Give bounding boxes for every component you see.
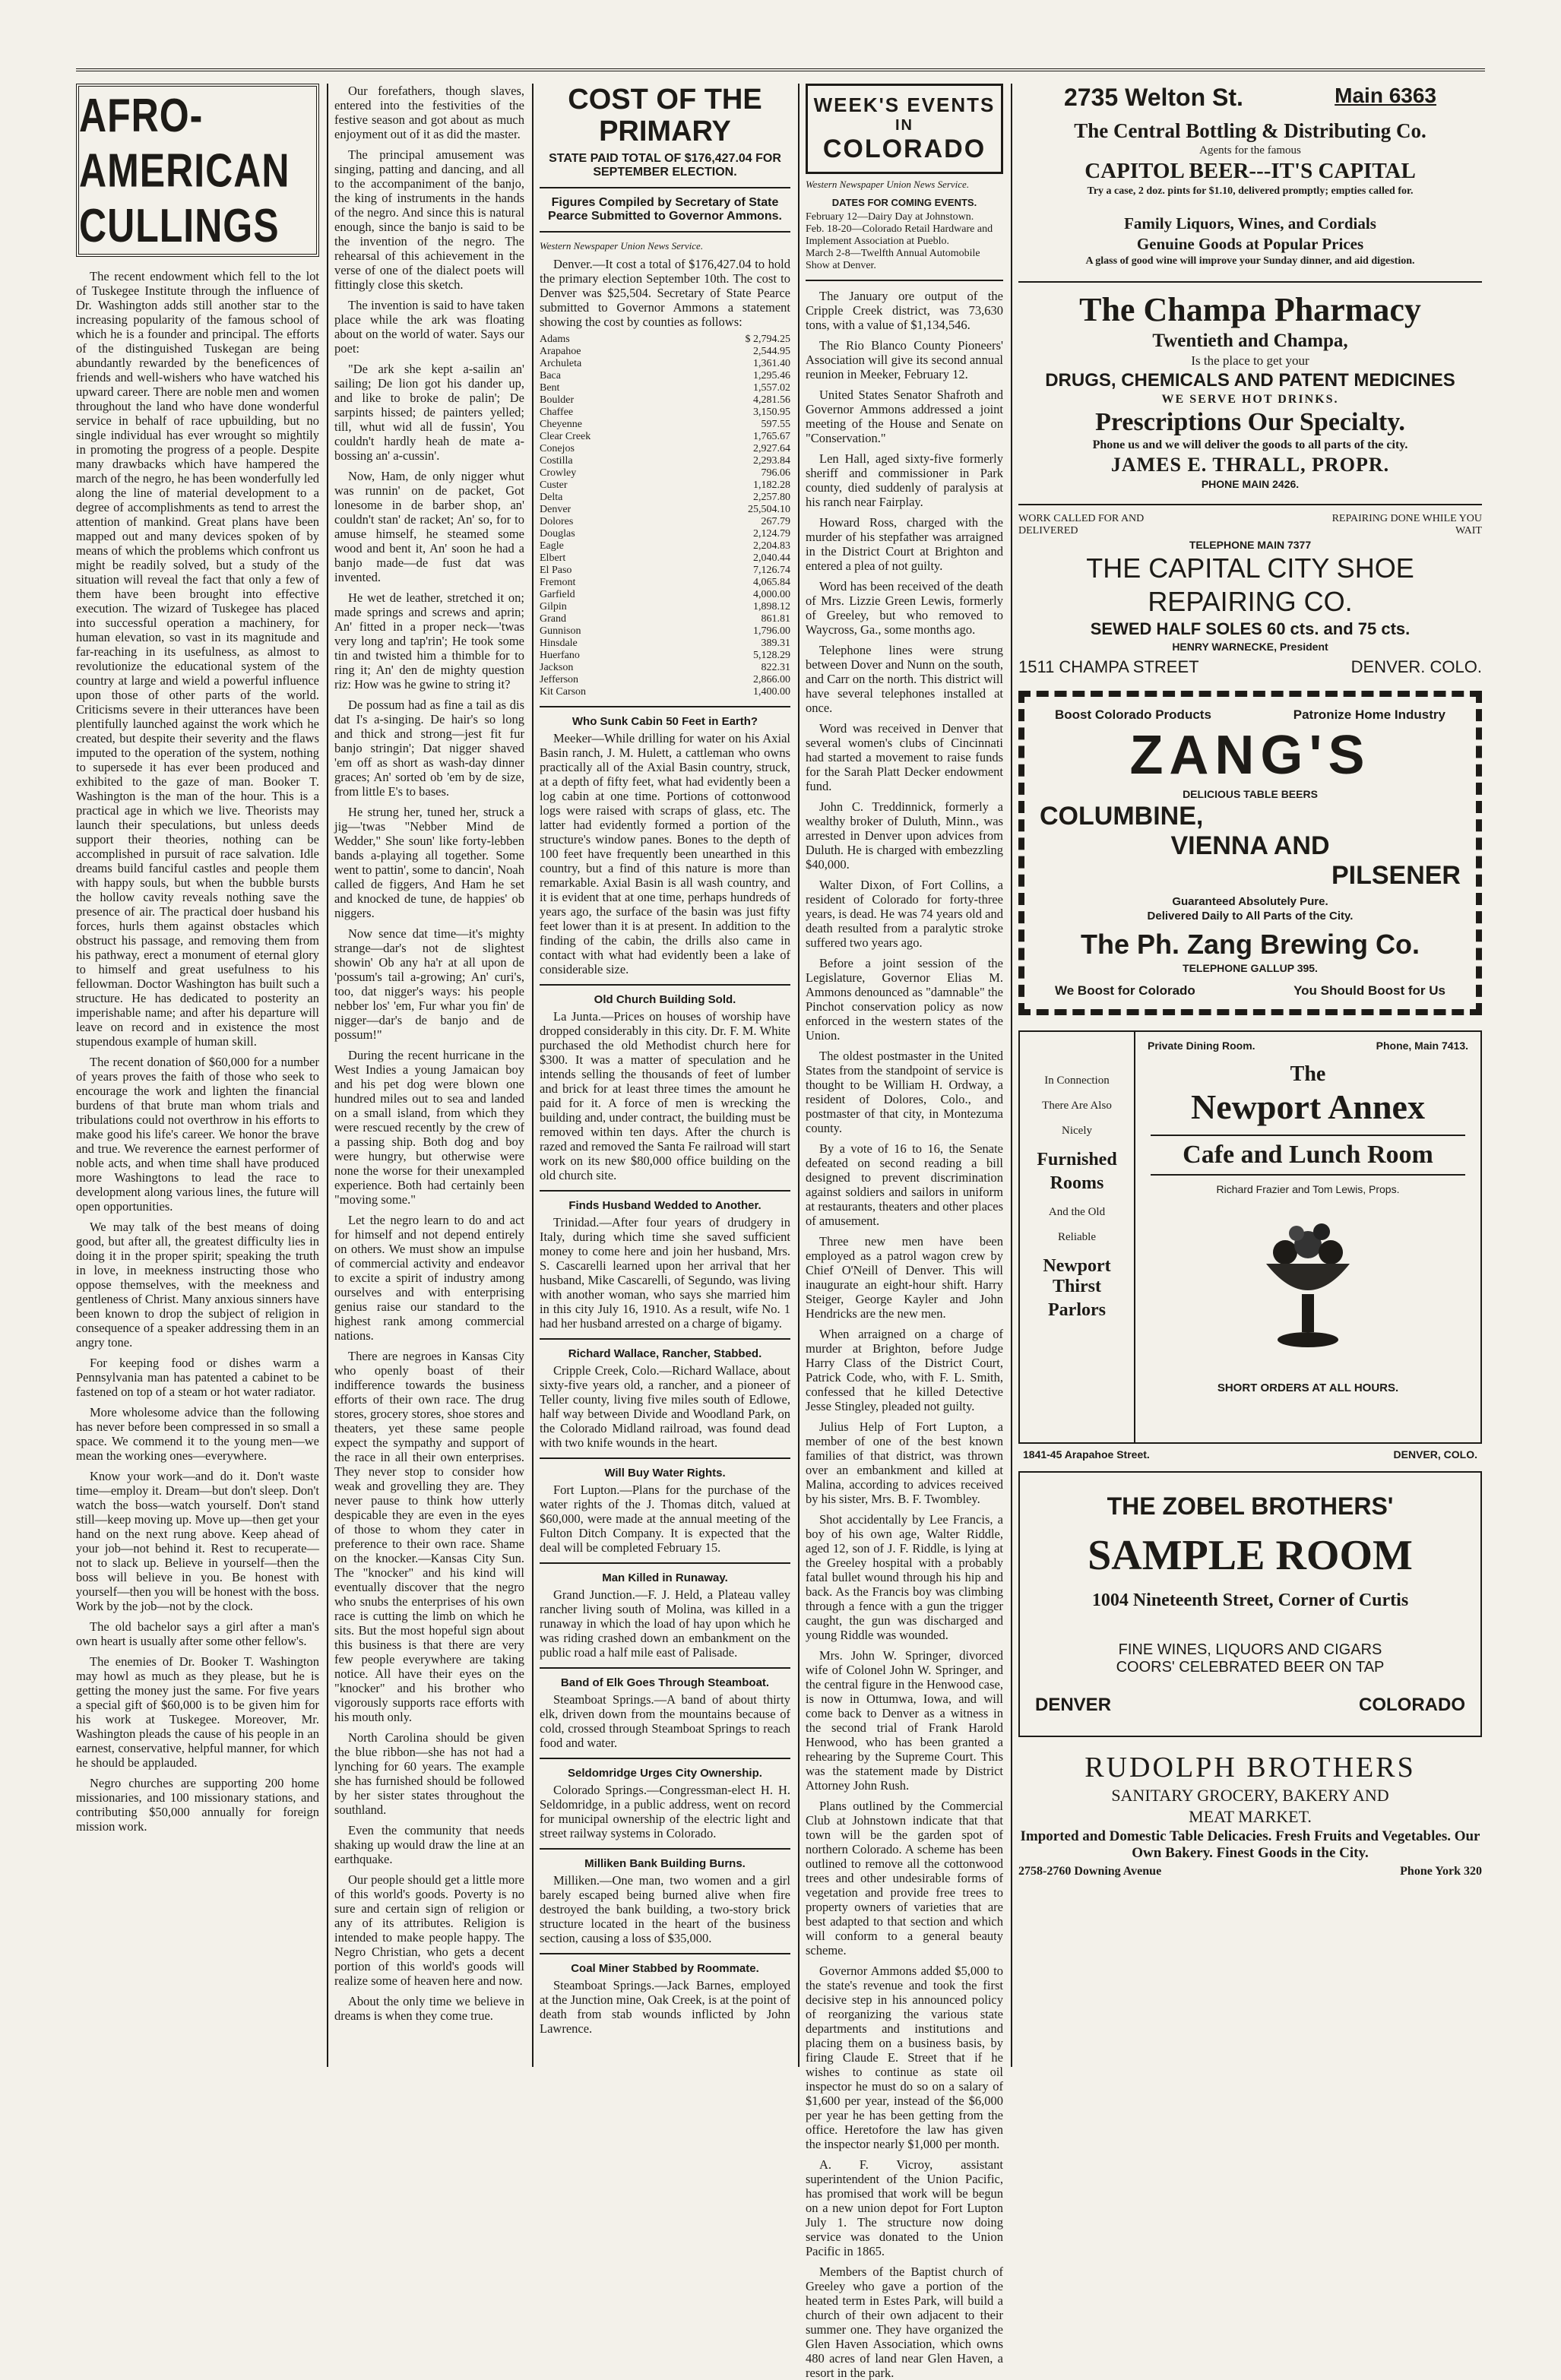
- section-rule: [540, 984, 790, 986]
- fruit-urn-icon: [1247, 1211, 1369, 1362]
- zang-boost-2: You Should Boost for Us: [1293, 983, 1445, 998]
- ad-rudolph-brothers: [1018, 1751, 1482, 1878]
- bottling-genuine: Genuine Goods at Popular Prices: [1136, 235, 1364, 253]
- story-headline: Richard Wallace, Rancher, Stabbed.: [568, 1347, 762, 1360]
- story-body: La Junta.—Prices on houses of worship have dropped considerably in this city. Dr. F. M. White purchased the old Methodist church here for $300. It was a matter of speculation and he intends selling the thousands of feet of lumber and brick for at least three times the amount he paid for it. A force of men is wrecking the building and, under contract, the building must be removed within ten days. After the church is razed and removed the Santa Fe railroad will start work on its new $80,000 office building on the old church site.: [540, 1009, 790, 1182]
- county-cost: 796.06: [761, 467, 790, 479]
- county-cost: 2,866.00: [753, 674, 790, 685]
- county-name: Jackson: [540, 662, 574, 673]
- county-row: [540, 479, 790, 492]
- event-paragraph: A. F. Vicroy, assistant superintendent of the Union Pacific, has promised that work will be begun on a new union depot for Fort Lupton July 1. The structure now doing service was donated to the Union Pacific in 1865.: [806, 2157, 1003, 2258]
- county-cost-table: [540, 334, 790, 698]
- county-cost: 861.81: [761, 613, 790, 625]
- annex-phone: Phone, Main 7413.: [1376, 1040, 1468, 1052]
- county-row: [540, 625, 790, 638]
- annex-left-line: Reliable: [1058, 1231, 1096, 1243]
- annex-main-panel: [1135, 1032, 1480, 1442]
- county-name: Eagle: [540, 540, 564, 552]
- ad-zobel-brothers: [1018, 1471, 1482, 1737]
- zobel-address: 1004 Nineteenth Street, Corner of Curtis: [1091, 1590, 1409, 1610]
- story-headline: Seldomridge Urges City Ownership.: [568, 1767, 762, 1780]
- county-name: Baca: [540, 370, 561, 381]
- bottling-agents: Agents for the famous: [1199, 144, 1301, 157]
- story-body: Steamboat Springs.—Jack Barnes, employed at the Junction mine, Oak Creek, is at the point of death from stab wounds inflicted by John Lawrence.: [540, 1978, 790, 2036]
- county-row: [540, 565, 790, 577]
- banjo-paragraph: During the recent hurricane in the West Indies a young Jamaican boy and his pet dog were blown one hundred miles out to sea and landed on a small island, from which they were rescued recently by the crew of a passing ship. Both dog and boy were hungry, but otherwise were none the worse for their unexampled experience. Both had certainly been "moving some.": [334, 1048, 524, 1207]
- event-paragraph: The Rio Blanco County Pioneers' Association will give its second annual reunion in Meeker, February 12.: [806, 338, 1003, 381]
- bottling-name: The Central Bottling & Distributing Co.: [1074, 119, 1426, 142]
- column-divider: [1011, 84, 1012, 2067]
- zobel-wines: FINE WINES, LIQUORS AND CIGARS: [1118, 1641, 1382, 1658]
- rudolph-name: RUDOLPH BROTHERS: [1084, 1752, 1416, 1783]
- annex-cafe: Cafe and Lunch Room: [1151, 1135, 1465, 1176]
- shoe-city: DENVER. COLO.: [1350, 657, 1482, 676]
- banjo-paragraph: Let the negro learn to do and act for himself and not depend entirely on others. We must show an impulse of commercial activity and endeavor to excite a spirit of industry among ourselves and with enterprising genius raise our standard to the highest rank among commercial nations.: [334, 1213, 524, 1343]
- cullings-heading-box: [76, 84, 319, 257]
- county-name: Jefferson: [540, 674, 579, 685]
- cullings-paragraph: For keeping food or dishes warm a Pennsylvania man has patented a cabinet to be fastened on top of a steam or hot water radiator.: [76, 1356, 319, 1399]
- county-cost: 1,182.28: [753, 479, 790, 491]
- event-paragraph: Howard Ross, charged with the murder of his stepfather was arraigned in the District Court at Brighton and entered a plea of not guilty.: [806, 515, 1003, 573]
- zang-telephone: TELEPHONE GALLUP 395.: [1183, 962, 1318, 974]
- county-cost: 1,400.00: [753, 686, 790, 698]
- pharmacy-phone: PHONE MAIN 2426.: [1201, 478, 1300, 490]
- banjo-paragraph: De possum had as fine a tail as dis dat I's a-singing. De hair's so long and thick and strong—jest fit fur banjo stringin'; Dat nigger shaved 'em off as short as wash-day dinner graces; An' sorted ob 'em by de size, from little E's to bases.: [334, 698, 524, 799]
- event-paragraph: Governor Ammons added $5,000 to the state's revenue and took the first decisive step in his announced policy of reorganizing the various state departments and institutions and placing them on a business basis, by firing Claude E. Street that if he wishes to continue as state oil inspector he must do so on a salary of $1,600 per year, instead of the $6,000 per year he has been getting from the office. Heretofore the law has given the inspector nearly $1,000 per month.: [806, 1964, 1003, 2151]
- story-headline: Milliken Bank Building Burns.: [584, 1857, 746, 1870]
- weeks-events-line3: COLORADO: [822, 135, 986, 163]
- cullings-heading: AFRO-AMERICAN CULLINGS: [79, 88, 290, 252]
- annex-props: Richard Frazier and Tom Lewis, Props.: [1216, 1183, 1400, 1195]
- cullings-paragraph: More wholesome advice than the following has never before been compressed in so small a space. We commend it to the young men—we mean the working ones—everywhere.: [76, 1405, 319, 1463]
- column-banjo-story: [334, 84, 524, 2067]
- county-row: [540, 346, 790, 358]
- section-rule: [540, 1848, 790, 1850]
- bottling-beer: CAPITOL BEER---IT'S CAPITAL: [1084, 159, 1416, 183]
- banjo-paragraphs: [334, 84, 524, 2023]
- annex-street: 1841-45 Arapahoe Street.: [1023, 1448, 1150, 1461]
- column-divider: [327, 84, 328, 2067]
- story-headline: Old Church Building Sold.: [594, 993, 736, 1006]
- event-paragraph: Mrs. John W. Springer, divorced wife of Colonel John W. Springer, and the central figure in the Henwood case, is now in Ottumwa, Iowa, and will come back to Denver as a witness in the second trial of Frank Harold Henwood, who has been granted a rehearing by the Supreme Court. This was the statement made by District Attorney John Rush.: [806, 1648, 1003, 1793]
- event-paragraph: Members of the Baptist church of Greeley who gave a portion of the heated term in Estes Park, will build a church of their own adjacent to their summer one. They have organized the Glen Haven Association, which owns 480 acres of land near Glen Haven, a resort in the park.: [806, 2264, 1003, 2380]
- event-paragraph: John C. Treddinnick, formerly a wealthy broker of Duluth, Minn., was arrested in Denver upon advices from Duluth. He is charged with embezzling $40,000.: [806, 799, 1003, 872]
- primary-heading: COST OF THE PRIMARY: [568, 84, 762, 147]
- story-body: Cripple Creek, Colo.—Richard Wallace, about sixty-five years old, a rancher, and a pioneer of Teller county, living five miles south of Edlowe, half way between Divide and Woodland Park, on the Colorado Midland railroad, was found dead with two knife wounds in the heart.: [540, 1363, 790, 1450]
- story-headline: Man Killed in Runaway.: [602, 1571, 728, 1584]
- county-cost: 1,557.02: [753, 382, 790, 394]
- county-cost: 1,295.46: [753, 370, 790, 381]
- county-name: Cheyenne: [540, 419, 582, 430]
- annex-left-line: Nicely: [1062, 1125, 1092, 1137]
- event-paragraph: By a vote of 16 to 16, the Senate defeated on second reading a bill designed to prevent discrimination against soldiers and sailors in uniform at restaurants, theaters and other places of amusement.: [806, 1141, 1003, 1228]
- top-rule: [76, 68, 1485, 71]
- annex-dining: Private Dining Room.: [1148, 1040, 1255, 1052]
- column-divider: [798, 84, 799, 2067]
- dates-list: [806, 211, 1003, 272]
- section-rule: [806, 280, 1003, 281]
- county-row: [540, 589, 790, 601]
- section-rule: [540, 1953, 790, 1954]
- annex-orders: SHORT ORDERS AT ALL HOURS.: [1217, 1381, 1399, 1394]
- shoe-street: 1511 CHAMPA STREET: [1018, 657, 1199, 676]
- county-name: Dolores: [540, 516, 574, 527]
- shoe-right-note: REPAIRING DONE WHILE YOU WAIT: [1331, 513, 1482, 536]
- event-paragraph: Shot accidentally by Lee Francis, a boy of his own age, Walter Riddle, aged 12, son of J. F. Riddle, is lying at the Greeley hospital with a probably fatal bullet wound through his hip and back. As the Francis boy was climbing through a fence with a gun the trigger caught, the gun was discharged and young Riddle was wounded.: [806, 1512, 1003, 1642]
- banjo-paragraph: Even the community that needs shaking up would draw the line at an earthquake.: [334, 1823, 524, 1866]
- story-headline: Band of Elk Goes Through Steamboat.: [560, 1676, 770, 1689]
- event-paragraph: Word was received in Denver that several women's clubs of Cincinnati had started a movement to raise funds for the Sarah Platt Decker endowment fund.: [806, 721, 1003, 793]
- event-paragraph: Word has been received of the death of Mrs. Lizzie Green Lewis, formerly of Greeley, but who removed to Waycross, Ga., some months ago.: [806, 579, 1003, 637]
- bottling-offer: Try a case, 2 doz. pints for $1.10, delivered promptly; empties called for.: [1087, 185, 1414, 197]
- section-rule: [540, 1758, 790, 1759]
- county-name: Kit Carson: [540, 686, 587, 698]
- county-name: Grand: [540, 613, 566, 625]
- county-row: [540, 613, 790, 625]
- section-rule: [540, 187, 790, 188]
- county-name: Elbert: [540, 552, 566, 564]
- annex-left-line: Parlors: [1048, 1300, 1106, 1320]
- county-name: Delta: [540, 492, 563, 503]
- county-name: Adams: [540, 334, 570, 345]
- county-row: [540, 528, 790, 540]
- section-rule: [540, 231, 790, 233]
- shoe-name-1: THE CAPITAL CITY SHOE: [1086, 552, 1414, 584]
- zang-boost-1: We Boost for Colorado: [1055, 983, 1195, 998]
- county-cost: 2,544.95: [753, 346, 790, 357]
- section-rule: [540, 1190, 790, 1192]
- event-paragraph: Len Hall, aged sixty-five formerly sheriff and commissioner in Park county, died suddenly of paralysis at his ranch near Fairplay.: [806, 451, 1003, 509]
- pharmacy-name: The Champa Pharmacy: [1079, 291, 1421, 328]
- county-row: [540, 540, 790, 552]
- zobel-left: DENVER: [1035, 1695, 1112, 1715]
- county-row: [540, 455, 790, 467]
- county-name: Archuleta: [540, 358, 582, 369]
- zang-beers: DELICIOUS TABLE BEERS: [1183, 788, 1318, 800]
- county-cost: 25,504.10: [748, 504, 790, 515]
- annex-footer: [1023, 1448, 1477, 1461]
- zobel-sample: SAMPLE ROOM: [1088, 1532, 1413, 1579]
- county-row: [540, 431, 790, 443]
- cullings-paragraphs: [76, 269, 319, 1834]
- county-name: Gilpin: [540, 601, 567, 612]
- banjo-paragraph: North Carolina should be given the blue ribbon—she has not had a lynching for 60 years. The example she has furnished should be followed by her sister states throughout the southland.: [334, 1730, 524, 1817]
- county-cost: 2,204.83: [753, 540, 790, 552]
- story-body: Milliken.—One man, two women and a girl barely escaped being burned alive when fire destroyed the bank building, a two-story brick structure located in the heart of the business section, causing a loss of $35,000.: [540, 1873, 790, 1945]
- shoe-president: HENRY WARNECKE, President: [1172, 641, 1328, 653]
- column-cost-of-primary: [540, 84, 790, 2067]
- county-row: [540, 504, 790, 516]
- county-row: [540, 674, 790, 686]
- event-paragraph: Three new men have been employed as a patrol wagon crew by Chief O'Neill of Denver. This will inaugurate an eight-hour shift. Harry Steiger, George Kayler and John Hendricks are the new men.: [806, 1234, 1003, 1321]
- shoe-soles: SEWED HALF SOLES 60 cts. and 75 cts.: [1090, 619, 1411, 638]
- banjo-paragraph: The principal amusement was singing, patting and dancing, and all to the accompaniment of the banjo, the king of instruments in the hands of the negro. And since this is natural enough, since the banjo is said to be the invention of the negro. The rehearsal of this achievement in the verse of one of the dialect poets will fittingly close this sketch.: [334, 147, 524, 292]
- banjo-paragraph: There are negroes in Kansas City who openly boast of their indifference towards the business efforts of their own race. The drug stores, grocery stores, shoe stores and theaters, yet these same people expect the sympathy and support of the race in all their own enterprises. They never stop to consider how weak and grovelling they are. They never pause to think how utterly despicable they are even in the eyes of those to whom they cater in preference to their own race. Shame on the knocker.—Kansas City Sun. The "knocker" and his kind will eventually discover that the negro who snubs the enterprises of his own race is cutting the limb on which he sits. But the most hopeful sign about this business is that there are very few people everywhere are taking notice. All have their eyes on the "knocker" and his brother who vigorously supports race efforts with his mouth only.: [334, 1349, 524, 1724]
- zang-left-slogan: Boost Colorado Products: [1055, 707, 1211, 722]
- county-row: [540, 638, 790, 650]
- banjo-paragraph: Our people should get a little more of this world's goods. Poverty is no sure and certain sign of religion or any of its attributes. Religion is intended to make people happy. The Negro Christian, who gets a decent portion of this world's goods will realize some of heaven here and now.: [334, 1872, 524, 1988]
- story-body: Fort Lupton.—Plans for the purchase of the water rights of the J. Thomas ditch, valued at $60,000, were made at the annual meeting of the Fulton Ditch Company. It is expected that the deal will be completed February 15.: [540, 1483, 790, 1555]
- zang-right-slogan: Patronize Home Industry: [1293, 707, 1445, 722]
- county-row: [540, 650, 790, 662]
- section-rule: [540, 1562, 790, 1564]
- banjo-paragraph: He strung her, tuned her, struck a jig—'twas "Nebber Mind de Wedder," She soun' like forty-lebben bands a-playing all together. Some went to pattin', some to dancin', Noah called de figgers, And Ham he set and knocked de tune, de happies' ob niggers.: [334, 805, 524, 920]
- county-row: [540, 382, 790, 394]
- story-body: Meeker—While drilling for water on his Axial Basin ranch, J. M. Hulett, a cattleman who owns practically all of the Axial Basin country, struck, at a depth of fifty feet, what had evidently been a log cabin at one time. Portions of cottonwood logs were raised with scraps of glass, etc. The latter had evidently formed a portion of the structure's window panes. Bones to the depth of 100 feet have frequently been unearthed in this country, but a find of this nature is more than remarkable. Axial Basin is all wash country, and it is evident that at one time, perhaps hundreds of years ago, the surface of the basin was just fifty feet lower than it is at present. In addition to the finding of the cabin, the drills also came in contact with what had evidently been a lake of considerable size.: [540, 731, 790, 976]
- county-cost: 1,361.40: [753, 358, 790, 369]
- zang-delivery: Delivered Daily to All Parts of the City.: [1147, 910, 1354, 923]
- story-headline: Coal Miner Stabbed by Roommate.: [571, 1962, 759, 1975]
- county-cost: 2,293.84: [753, 455, 790, 467]
- county-cost: 389.31: [761, 638, 790, 649]
- county-name: Fremont: [540, 577, 576, 588]
- county-cost: 267.79: [761, 516, 790, 527]
- shoe-name-2: REPAIRING CO.: [1148, 586, 1353, 617]
- zang-name: ZANG'S: [1129, 725, 1371, 786]
- annex-left-line: Newport Thirst: [1043, 1256, 1111, 1296]
- county-row: [540, 443, 790, 455]
- county-name: Denver: [540, 504, 572, 515]
- weeks-events-line2: IN: [895, 117, 913, 134]
- cullings-paragraph: Know your work—and do it. Don't waste time—employ it. Dream—but don't sleep. Don't watch the boss—watch yourself. Don't stand still—keep moving up. Move up—then get your hand on the next rung above. Keep ahead of your job—not behind it. Rest to recuperate—not to slack up. Believe in yourself—then the boss will believe in you. Be honest with yourself—then you will be honest with the boss. Work by the job—not by the clock.: [76, 1469, 319, 1613]
- primary-intro: Denver.—It cost a total of $176,427.04 to hold the primary election September 10th. The cost to Denver was $25,504. Secretary of State Pearce submitted to Governor Ammons a statement showing the cost by counties as follows:: [540, 257, 790, 329]
- ad-champa-pharmacy: [1018, 290, 1482, 490]
- annex-left-line: There Are Also: [1042, 1100, 1112, 1112]
- county-name: Douglas: [540, 528, 575, 540]
- annex-city: DENVER, COLO.: [1393, 1448, 1477, 1461]
- zobel-right: COLORADO: [1359, 1695, 1465, 1715]
- story-body: Grand Junction.—F. J. Held, a Plateau valley rancher living south of Molina, was killed in a runaway in which the load of hay upon which he was riding crashed down an embankment on the public road a half mile east of Palisade.: [540, 1587, 790, 1660]
- county-cost: $ 2,794.25: [745, 334, 790, 345]
- county-row: [540, 577, 790, 589]
- event-date: March 2-8—Twelfth Annual Automobile Show at Denver.: [806, 248, 980, 271]
- pharmacy-drinks: WE SERVE HOT DRINKS.: [1161, 393, 1339, 406]
- story-headline: Who Sunk Cabin 50 Feet in Earth?: [572, 715, 758, 728]
- story-body: Colorado Springs.—Congressman-elect H. H. Seldomridge, in a public address, went on record for municipal ownership of the electric light and street railway systems in Colorado.: [540, 1783, 790, 1840]
- county-cost: 2,257.80: [753, 492, 790, 503]
- zang-company: The Ph. Zang Brewing Co.: [1080, 929, 1420, 960]
- bottling-phone: Main 6363: [1335, 84, 1436, 107]
- county-name: Huerfano: [540, 650, 580, 661]
- county-cost: 1,898.12: [753, 601, 790, 612]
- news-service-credit: Western Newspaper Union News Service.: [806, 179, 970, 190]
- banjo-paragraph: About the only time we believe in dreams is when they come true.: [334, 1994, 524, 2023]
- weeks-events-box: [806, 84, 1003, 174]
- county-name: Bent: [540, 382, 560, 394]
- pharmacy-specialty: Prescriptions Our Specialty.: [1095, 408, 1405, 436]
- county-row: [540, 516, 790, 528]
- story-headline: Finds Husband Wedded to Another.: [568, 1199, 762, 1212]
- county-name: Costilla: [540, 455, 573, 467]
- pharmacy-tagline: Is the place to get your: [1191, 353, 1309, 368]
- county-name: Custer: [540, 479, 568, 491]
- section-rule: [540, 1338, 790, 1340]
- event-paragraph: Julius Help of Fort Lupton, a member of one of the best known families of that district, was thrown over an embankment and killed at Malina, according to advices received by his sister, Mrs. B. F. Twombley.: [806, 1419, 1003, 1506]
- rudolph-line2: MEAT MARKET.: [1189, 1807, 1312, 1826]
- county-row: [540, 394, 790, 407]
- rudolph-street: 2758-2760 Downing Avenue: [1018, 1865, 1162, 1878]
- cullings-paragraph: The recent donation of $60,000 for a number of years proves the faith of those who seek to encourage the work and lighten the financial burdens of that brute man whom trials and tribulations could not overthrow in his efforts to make good his life's career. We honor the brave and true. We reverence the earnest performer of noble acts, and when time shall have produced more Washingtons to lead the race to development along various lines, the future will open opportunities.: [76, 1055, 319, 1214]
- county-cost: 3,150.95: [753, 407, 790, 418]
- rudolph-line3: Imported and Domestic Table Delicacies. Fresh Fruits and Vegetables. Our Own Bakery. Finest Goods in the City.: [1020, 1828, 1480, 1861]
- event-paragraph: Plans outlined by the Commercial Club at Johnstown indicate that that town will be the garden spot of northern Colorado. A scheme has been outlined to remove all the cottonwood trees and other undesirable forms of vegetation and provide free trees to property owners of varieties that are best adapted to that section and which will conform to a general beauty scheme.: [806, 1799, 1003, 1957]
- annex-left-line: Rooms: [1050, 1173, 1104, 1193]
- county-row: [540, 467, 790, 479]
- primary-subheading: STATE PAID TOTAL OF $176,427.04 FOR SEPTEMBER ELECTION.: [549, 152, 781, 179]
- shoe-left-note: WORK CALLED FOR AND DELIVERED: [1018, 513, 1145, 536]
- event-paragraph: United States Senator Shafroth and Governor Ammons addressed a joint meeting of the House and Senate on "Conservation.": [806, 388, 1003, 445]
- annex-name: Newport Annex: [1191, 1087, 1425, 1126]
- ad-central-bottling: [1018, 84, 1482, 267]
- county-row: [540, 686, 790, 698]
- event-date: February 12—Dairy Day at Johnstown.: [806, 211, 974, 223]
- section-rule: [1018, 281, 1482, 283]
- banjo-paragraph: He wet de leather, stretched it on; made springs and screws and aprin; An' fitted in a proper neck—'twas very long and tap'rin'; He took some tin and twisted him a thimble for to ring it; An' den de mighty question riz: How was he gwine to string it?: [334, 590, 524, 692]
- news-service-credit: Western Newspaper Union News Service.: [540, 240, 704, 252]
- event-date: Feb. 18-20—Colorado Retail Hardware and Implement Association at Pueblo.: [806, 223, 993, 247]
- county-cost: 4,065.84: [753, 577, 790, 588]
- county-cost: 7,126.74: [753, 565, 790, 576]
- events-paragraphs: [806, 289, 1003, 2380]
- ad-capital-city-shoe: [1018, 513, 1482, 677]
- zobel-name: THE ZOBEL BROTHERS': [1107, 1492, 1394, 1520]
- event-paragraph: Telephone lines were strung between Dover and Nunn on the south, and Carr on the north. This district will have several telephones installed at once.: [806, 643, 1003, 715]
- story-body: Steamboat Springs.—A band of about thirty elk, driven down from the mountains because of cold, crossed through Steamboat Springs to reach food and water.: [540, 1692, 790, 1750]
- zang-pilsener: PILSENER: [1331, 861, 1461, 890]
- cullings-paragraph: Negro churches are supporting 200 home missionaries, and 100 missionary stations, and contributing $50,000 annually for foreign mission work.: [76, 1776, 319, 1834]
- dates-heading: DATES FOR COMING EVENTS.: [831, 197, 977, 208]
- county-name: Conejos: [540, 443, 575, 454]
- county-cost: 5,128.29: [753, 650, 790, 661]
- shoe-telephone: TELEPHONE MAIN 7377: [1189, 539, 1312, 551]
- banjo-paragraph: "De ark she kept a-sailin an' sailing; De lion got his dander up, and like to broke de palin'; De sarpints hissed; de painters yelled; till, whut wid all de fussin', You couldn't hardly heah de mate a-bossing an' a-cussin'.: [334, 362, 524, 463]
- ad-newport-annex: [1018, 1030, 1482, 1444]
- ad-zang-brewing: [1018, 691, 1482, 1015]
- county-name: Gunnison: [540, 625, 581, 637]
- column-afro-american-cullings: [76, 84, 319, 2067]
- column-divider: [532, 84, 534, 2067]
- story-body: Trinidad.—After four years of drudgery in Italy, during which time she saved sufficient money to come here and join her husband, Mrs. S. Cascarelli learned upon her arrival that her husband, Mike Cascarelli, of Segundo, was living with another woman, who says she married him in this city July 16, 1910. As a result, wife No. 1 had her husband arrested on a charge of bigamy.: [540, 1215, 790, 1331]
- story-headline: Will Buy Water Rights.: [604, 1467, 726, 1480]
- county-name: Garfield: [540, 589, 575, 600]
- county-cost: 2,124.79: [753, 528, 790, 540]
- section-rule: [540, 1457, 790, 1459]
- county-row: [540, 334, 790, 346]
- county-name: Boulder: [540, 394, 575, 406]
- county-name: El Paso: [540, 565, 572, 576]
- county-cost: 4,000.00: [753, 589, 790, 600]
- event-paragraph: The January ore output of the Cripple Creek district, was 73,630 tons, with a value of $1,134,546.: [806, 289, 1003, 332]
- county-row: [540, 407, 790, 419]
- colorado-briefs: [540, 706, 790, 2036]
- rudolph-phone: Phone York 320: [1400, 1865, 1482, 1878]
- pharmacy-location: Twentieth and Champa,: [1152, 331, 1348, 351]
- section-rule: [540, 706, 790, 707]
- county-cost: 2,040.44: [753, 552, 790, 564]
- county-cost: 597.55: [761, 419, 790, 430]
- event-paragraph: When arraigned on a charge of murder at Brighton, before Judge Harry Class of the District Court, Patrick Code, who, with F. L. Smith, confessed that he killed Detective Jesse Stingley, pleaded not guilty.: [806, 1327, 1003, 1413]
- annex-left-line: Furnished: [1037, 1150, 1117, 1169]
- county-name: Clear Creek: [540, 431, 591, 442]
- bottling-address: 2735 Welton St.: [1064, 84, 1243, 111]
- annex-left-line: In Connection: [1044, 1074, 1110, 1087]
- county-row: [540, 662, 790, 674]
- county-cost: 2,927.64: [753, 443, 790, 454]
- county-name: Hinsdale: [540, 638, 578, 649]
- zang-guarantee: Guaranteed Absolutely Pure.: [1172, 895, 1328, 908]
- column-advertisements: [1018, 84, 1482, 2067]
- banjo-paragraph: The invention is said to have taken place while the ark was floating about on the world of water. Says our poet:: [334, 298, 524, 356]
- county-cost: 822.31: [761, 662, 790, 673]
- rudolph-line1: SANITARY GROCERY, BAKERY AND: [1111, 1786, 1389, 1805]
- cullings-paragraph: The recent endowment which fell to the lot of Tuskegee Institute through the influence of Dr. Washington adds still another star to the increasing popularity of the famous school of which he is a founder and principal. The efforts of the distinguished Tuskegan are being abundantly rewarded by the beneficences of friends and well-wishers who have watched his upward career. There are noble men and women throughout the land who have done wonderful service in behalf of race upbuilding, but no single individual has ever wrought so mightily in promoting the progress of a people. Despite many drawbacks which have hampered the march of the negro, he has been wonderfully led along the line of material development to a degree of accomplishments as tend to arrest the attention of mankind. Great plans have been mapped out and many devices spoken of by means of which the problems which confront us might be readily solved, but a study of the situation will reveal the fact that only a few of them have been brought into effective execution. The wizard of Tuskegee has placed into successful operation a machinery, for human elevation, so vast in its magnitude and far-reaching in its usefulness, as almost to revolutionize the educational system of the country at large and wield a powerful influence upon those of other parts of the world. Criticisms severe in their utterances have been plentifully launched against the work which he created, but despite their severity and the flaws imputed to the operation of the system, nothing to supersede it has ever been produced and exhibited to the gaze of man. Booker T. Washington is the man of the hour. This is a practical age in which we live. Theorists may launch their speculations, but unless deeds support their theories, nothing can be accomplished in pursuit of race salvation. Idle dreams build fanciful castles and people them with happy souls, but when the bubble bursts the hollow cavity reveals nothing save the presence of air. The practical doer husband his forces, hurls them against obstacles which obstruct his passage, and removing them from his pathway, erect a monument of eternal glory to himself and great usefulness to his fellowman. Doctor Washington has built such a structure. He has dedicated to posterity an imperishable name; and after his departure will leave on record and in existence the most stupendous example of human skill.: [76, 269, 319, 1049]
- annex-left-line: And the Old: [1048, 1206, 1106, 1218]
- county-cost: 1,765.67: [753, 431, 790, 442]
- banjo-paragraph: Now sence dat time—it's mighty strange—dar's not de slightest showin' Ob any ha'r at all upon de 'possum's tail a-growing; An' curi's, too, dat nigger's ways: his people nebber los' 'em, Fur whar you fin' de nigger—dar's de banjo and de possum!": [334, 926, 524, 1042]
- banjo-paragraph: Now, Ham, de only nigger whut was runnin' on de packet, Got lonesome in de barber shop, an' couldn't stan' de racket; An' so, for to amuse himself, he steamed some wood and bent it, An' soon he had a banjo made—de fust dat was invented.: [334, 469, 524, 584]
- zang-columbine: COLUMBINE,: [1040, 802, 1204, 831]
- bottling-glass: A glass of good wine will improve your Sunday dinner, and aid digestion.: [1085, 255, 1415, 267]
- county-row: [540, 358, 790, 370]
- column-weeks-events: [806, 84, 1003, 2380]
- annex-the: The: [1290, 1062, 1326, 1086]
- county-name: Arapahoe: [540, 346, 581, 357]
- county-name: Crowley: [540, 467, 577, 479]
- cullings-paragraph: The old bachelor says a girl after a man's own heart is usually after some other fellow's.: [76, 1619, 319, 1648]
- weeks-events-line1: WEEK'S EVENTS: [813, 93, 996, 116]
- event-paragraph: The oldest postmaster in the United States from the standpoint of service is thought to be William H. Ordway, a resident of Dolores, Colo., and postmaster of that city, in Montezuma county.: [806, 1049, 1003, 1135]
- zobel-coors: COORS' CELEBRATED BEER ON TAP: [1116, 1659, 1385, 1676]
- county-row: [540, 492, 790, 504]
- county-cost: 1,796.00: [753, 625, 790, 637]
- county-row: [540, 552, 790, 565]
- annex-rooms-panel: [1020, 1032, 1135, 1442]
- section-rule: [540, 1667, 790, 1669]
- primary-deck: Figures Compiled by Secretary of State Pearce Submitted to Governor Ammons.: [548, 196, 782, 223]
- pharmacy-proprietor: JAMES E. THRALL, PROPR.: [1110, 454, 1390, 476]
- county-row: [540, 370, 790, 382]
- cullings-paragraph: We may talk of the best means of doing good, but after all, the greatest difficulty lies in doing it in the proper spirit; speaking the truth in love, in meekness instructing those who oppose themselves, with the meekness and gentleness of Christ. Many anxious sinners have been known to drop the subject of religion in consequence of a speaker addressing them in an angry tone.: [76, 1220, 319, 1350]
- event-paragraph: Walter Dixon, of Fort Collins, a resident of Colorado for forty-three years, is dead. He was 74 years old and death resulted from a paralytic stroke suffered two years ago.: [806, 878, 1003, 950]
- bottling-family: Family Liquors, Wines, and Cordials: [1124, 214, 1376, 233]
- zang-vienna: VIENNA AND: [1170, 831, 1330, 860]
- county-row: [540, 419, 790, 431]
- cullings-paragraph: The enemies of Dr. Booker T. Washington may howl as much as they please, but he is getting the money just the same. For five years a special gift of $60,000 is to be given him for his work at Tuskegee. Moreover, Mr. Washington pleads the cause of his people in an earnest, conservative, helpful manner, for which he should be applauded.: [76, 1654, 319, 1770]
- county-name: Chaffee: [540, 407, 574, 418]
- county-row: [540, 601, 790, 613]
- event-paragraph: Before a joint session of the Legislature, Governor Elias M. Ammons denounced as "damnable" the Pinchot conservation policy as now enforced in the western states of the Union.: [806, 956, 1003, 1043]
- county-cost: 4,281.56: [753, 394, 790, 406]
- section-rule: [1018, 504, 1482, 505]
- pharmacy-phone-note: Phone us and we will deliver the goods to all parts of the city.: [1092, 438, 1408, 451]
- banjo-paragraph: Our forefathers, though slaves, entered into the festivities of the festive season and got about as much enjoyment out of it as did the master.: [334, 84, 524, 141]
- pharmacy-drugs: DRUGS, CHEMICALS AND PATENT MEDICINES: [1045, 370, 1455, 391]
